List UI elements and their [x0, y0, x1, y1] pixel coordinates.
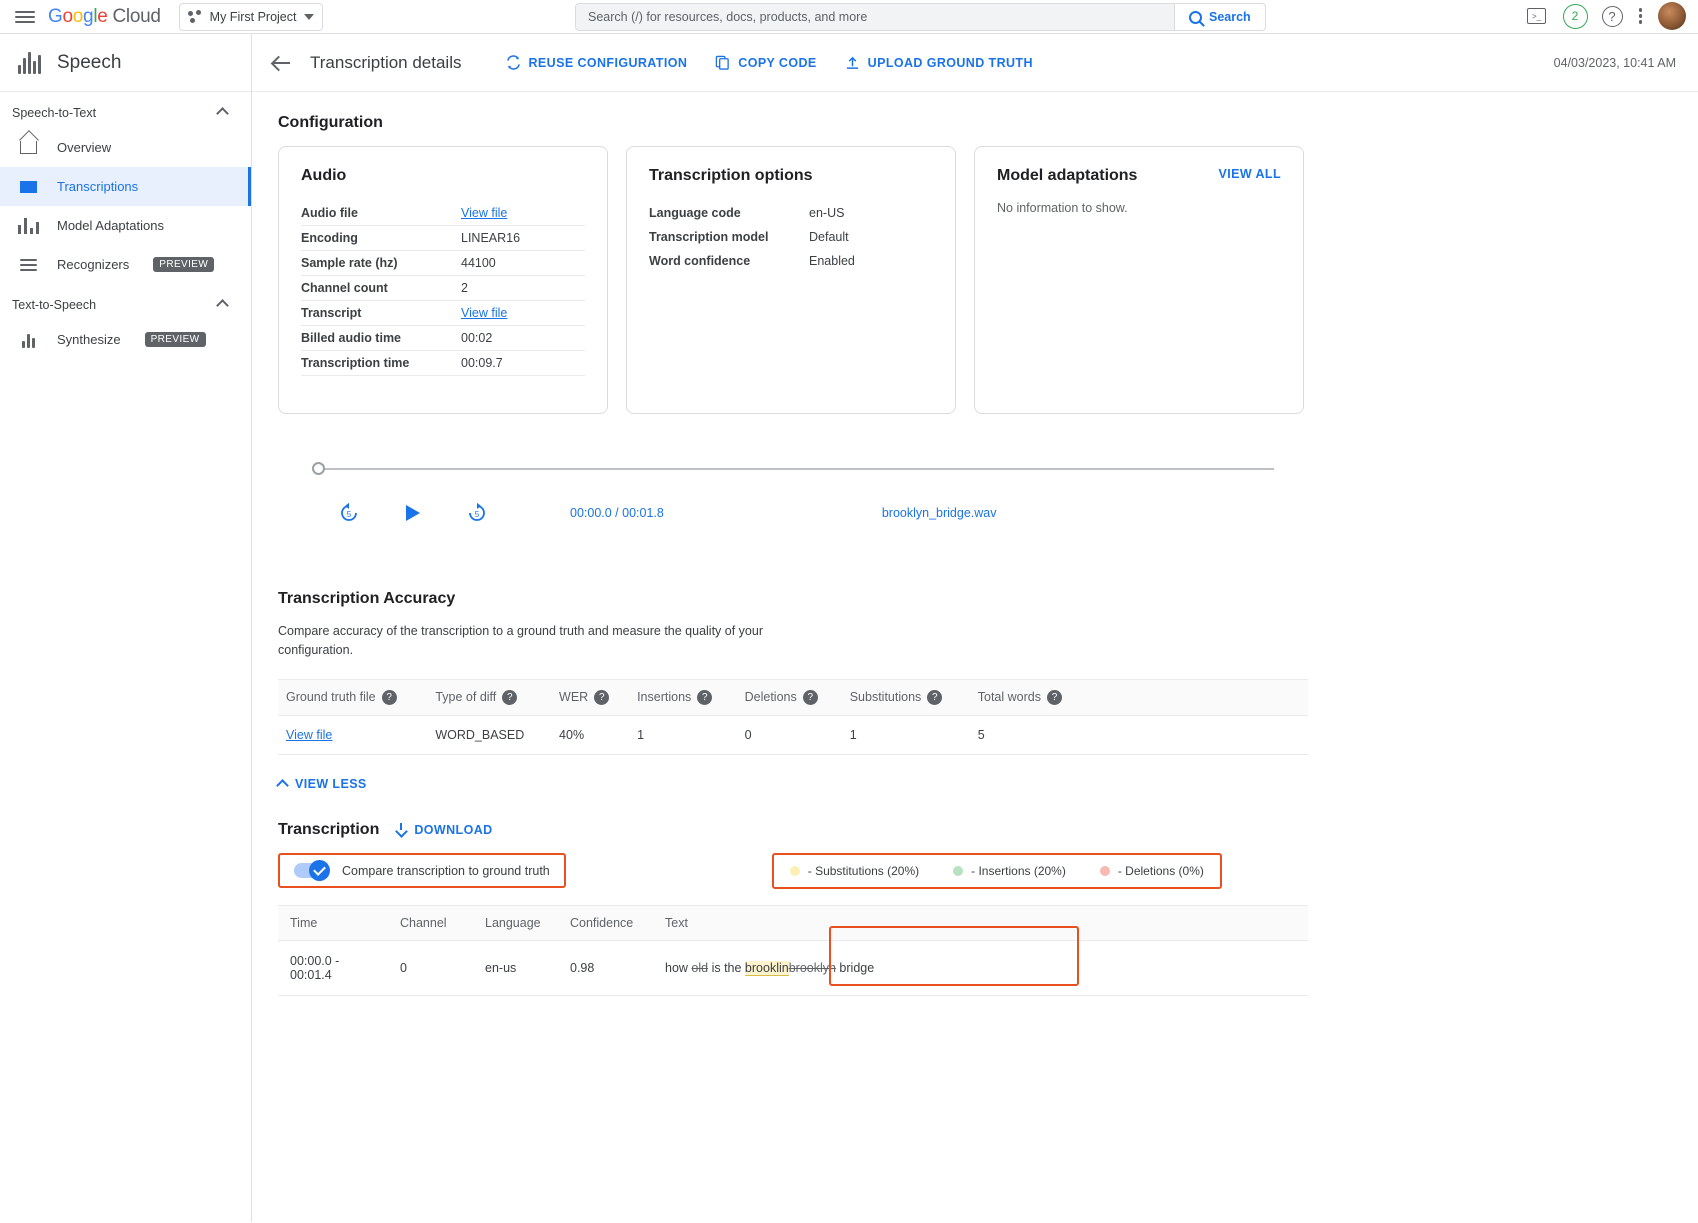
row-key: Transcription time — [301, 351, 461, 376]
help-icon[interactable]: ? — [502, 690, 517, 705]
row-value: en-US — [809, 206, 845, 220]
sidebar-section-text-to-speech[interactable] — [0, 284, 251, 320]
notifications-badge[interactable] — [1563, 4, 1588, 29]
table-row — [301, 326, 585, 351]
top-right-actions — [1525, 2, 1687, 30]
compare-toggle-row — [278, 853, 1672, 889]
model-adaptations-icon — [18, 215, 39, 236]
table-row — [649, 201, 933, 225]
table-row — [278, 715, 1308, 754]
col-label: Ground truth file — [286, 689, 376, 704]
row-key: Transcript — [301, 301, 461, 326]
help-icon[interactable]: ? — [382, 690, 397, 705]
diff-text — [665, 961, 874, 976]
col-total-words — [970, 679, 1088, 715]
col-confidence: Confidence — [558, 905, 653, 940]
sidebar-product-header — [0, 34, 251, 92]
help-icon[interactable]: ? — [927, 690, 942, 705]
col-label: Deletions — [744, 689, 797, 704]
player-progress-slider[interactable] — [308, 462, 1642, 476]
row-value — [461, 301, 585, 326]
row-value: 2 — [461, 276, 585, 301]
col-wer — [551, 679, 629, 715]
rewind-5-icon[interactable] — [336, 500, 362, 526]
legend-item-insertions — [953, 864, 1066, 878]
cell-wer: 40% — [551, 715, 629, 754]
play-icon — [406, 505, 420, 521]
download-label: DOWNLOAD — [414, 822, 493, 837]
sidebar-section-label: Speech-to-Text — [12, 106, 97, 120]
row-key: Encoding — [301, 226, 461, 251]
configuration-cards — [278, 146, 1672, 414]
logo-letter-e: e — [97, 5, 108, 27]
page-header — [252, 34, 1698, 92]
sidebar-item-label: Transcriptions — [57, 179, 139, 194]
page-body — [0, 34, 1698, 1222]
cell-type-of-diff: WORD_BASED — [427, 715, 551, 754]
cell-confidence: 0.98 — [558, 940, 653, 995]
transcription-heading: Transcription — [278, 820, 380, 838]
chevron-up-icon — [216, 107, 229, 120]
transcription-table — [278, 905, 1308, 996]
legend-item-substitutions — [790, 864, 919, 878]
row-value: 44100 — [461, 251, 585, 276]
table-row — [278, 940, 1308, 995]
copy-icon — [715, 55, 730, 70]
recognizers-icon — [18, 254, 39, 275]
forward-5-icon[interactable] — [464, 500, 490, 526]
more-options-icon[interactable] — [1637, 6, 1645, 26]
audio-properties-table — [301, 201, 585, 376]
cell-spacer — [1088, 715, 1308, 754]
logo-letter-o1: o — [62, 5, 73, 27]
col-spacer — [1088, 679, 1308, 715]
row-key: Billed audio time — [301, 326, 461, 351]
ground-truth-view-link[interactable]: View file — [286, 727, 333, 742]
compare-toggle[interactable] — [294, 863, 328, 878]
compare-toggle-highlight — [278, 853, 566, 888]
substitution-word: brooklin — [744, 960, 789, 975]
main-content — [252, 34, 1698, 1222]
help-icon[interactable]: ? — [697, 690, 712, 705]
options-card-title: Transcription options — [649, 167, 813, 184]
menu-icon[interactable] — [12, 4, 38, 30]
chevron-up-icon — [216, 299, 229, 312]
help-icon[interactable]: ? — [594, 690, 609, 705]
project-icon — [188, 10, 202, 24]
speech-waveform-icon — [18, 52, 41, 74]
chevron-down-icon — [304, 14, 314, 20]
search-input[interactable] — [575, 3, 1175, 31]
transcriptions-icon — [18, 176, 39, 197]
accuracy-description: Compare accuracy of the transcription to a ground truth and measure the quality of your configuration. — [278, 624, 763, 658]
sidebar-item-transcriptions[interactable] — [0, 167, 251, 206]
row-value: LINEAR16 — [461, 226, 585, 251]
svg-text:5: 5 — [474, 510, 480, 519]
audio-filename-link[interactable]: brooklyn_bridge.wav — [881, 506, 997, 520]
row-value: Enabled — [809, 254, 855, 268]
sidebar-product-title: Speech — [57, 51, 122, 73]
col-ground-truth-file — [278, 679, 427, 715]
plain-word: is the — [708, 960, 745, 975]
sidebar — [0, 34, 252, 1222]
col-substitutions — [842, 679, 970, 715]
sidebar-item-label: Recognizers — [57, 257, 130, 272]
table-row — [301, 276, 585, 301]
back-arrow-icon[interactable] — [270, 51, 294, 75]
upload-ground-truth-button[interactable] — [845, 55, 1033, 70]
row-key: Word confidence — [649, 254, 751, 268]
adaptations-header — [997, 167, 1281, 201]
adaptations-card-title: Model adaptations — [997, 167, 1138, 184]
action-label: COPY CODE — [738, 55, 817, 70]
col-label: Type of diff — [435, 689, 497, 704]
transcription-header — [278, 821, 1672, 839]
col-type-of-diff — [427, 679, 551, 715]
audio-card — [278, 146, 608, 414]
project-selector[interactable] — [179, 3, 324, 31]
col-label: WER — [559, 689, 589, 704]
plain-word: how — [665, 960, 692, 975]
cell-insertions: 1 — [629, 715, 737, 754]
sidebar-item-label: Overview — [57, 140, 112, 155]
transcription-options-card — [626, 146, 956, 414]
legend-dot-substitutions — [790, 866, 800, 876]
audio-file-view-link[interactable]: View file — [461, 206, 508, 220]
col-language: Language — [473, 905, 558, 940]
legend-label: - Deletions (0%) — [1117, 863, 1204, 878]
row-value: 00:02 — [461, 326, 585, 351]
table-row — [301, 301, 585, 326]
table-row — [649, 225, 933, 249]
audio-player — [278, 462, 1672, 526]
play-button[interactable] — [400, 500, 426, 526]
view-less-button[interactable] — [278, 777, 1672, 791]
player-controls — [278, 500, 1672, 526]
content-scroll-area — [252, 92, 1698, 1221]
row-value: 00:09.7 — [461, 351, 585, 376]
deleted-word: old — [691, 960, 709, 975]
player-time: 00:00.0 / 00:01.8 — [570, 506, 664, 520]
legend-item-deletions — [1100, 864, 1204, 878]
row-value: Default — [809, 230, 849, 244]
row-key: Sample rate (hz) — [301, 251, 461, 276]
top-bar — [0, 0, 1698, 34]
upload-icon — [845, 55, 860, 70]
search-button-label: Search — [1209, 10, 1251, 24]
col-time: Time — [278, 905, 388, 940]
google-cloud-logo[interactable] — [48, 6, 161, 28]
cell-language: en-us — [473, 940, 558, 995]
logo-letter-g2: g — [83, 5, 94, 27]
action-label: REUSE CONFIGURATION — [528, 55, 688, 70]
cloud-shell-button[interactable] — [1525, 4, 1549, 28]
col-label: Substitutions — [849, 689, 922, 704]
synthesize-icon — [18, 329, 39, 350]
table-row — [301, 201, 585, 226]
options-table — [649, 201, 933, 273]
action-label: UPLOAD GROUND TRUTH — [867, 55, 1033, 70]
download-icon — [395, 823, 407, 836]
reuse-icon — [506, 55, 521, 70]
accuracy-table — [278, 679, 1308, 755]
home-icon — [18, 137, 39, 158]
row-value — [461, 201, 585, 226]
plain-word: bridge — [835, 960, 875, 975]
compare-toggle-label: Compare transcription to ground truth — [342, 863, 550, 878]
reuse-configuration-button[interactable] — [506, 55, 688, 70]
help-label: ? — [1608, 8, 1616, 24]
col-text: Text — [653, 905, 1308, 940]
legend-dot-insertions — [953, 866, 963, 876]
table-row — [301, 226, 585, 251]
search-area — [575, 3, 1266, 31]
notification-count: 2 — [1571, 9, 1579, 23]
sidebar-section-label: Text-to-Speech — [12, 298, 97, 312]
search-placeholder: Search (/) for resources, docs, products, and more — [588, 10, 868, 24]
sidebar-item-label: Synthesize — [57, 332, 121, 347]
table-row — [301, 351, 585, 376]
copy-code-button[interactable] — [715, 55, 816, 70]
sidebar-section-speech-to-text[interactable] — [0, 92, 251, 128]
sidebar-item-model-adaptations[interactable] — [0, 206, 251, 245]
deleted-word: brooklyn — [788, 960, 836, 975]
cell-text — [653, 940, 1308, 995]
table-header-row — [278, 905, 1308, 940]
table-row — [649, 249, 933, 273]
row-key: Transcription model — [649, 230, 769, 244]
toggle-knob — [309, 860, 330, 881]
terminal-icon: >_ — [1527, 8, 1546, 24]
preview-badge: PREVIEW — [153, 257, 214, 272]
transcript-view-link[interactable]: View file — [461, 306, 508, 320]
audio-card-title: Audio — [301, 167, 347, 184]
view-less-label: VIEW LESS — [295, 776, 367, 791]
logo-letter-g: G — [48, 5, 63, 27]
avatar[interactable] — [1658, 2, 1686, 30]
legend-label: - Insertions (20%) — [971, 863, 1066, 878]
progress-rail — [320, 468, 1274, 470]
adaptations-empty-text: No information to show. — [997, 201, 1128, 215]
svg-text:5: 5 — [346, 510, 352, 519]
sidebar-item-recognizers[interactable] — [0, 245, 251, 284]
table-header-row — [278, 679, 1308, 715]
search-icon — [1189, 11, 1202, 24]
diff-legend — [772, 853, 1222, 889]
sidebar-item-label: Model Adaptations — [57, 218, 164, 233]
configuration-heading: Configuration — [278, 114, 383, 131]
row-key: Audio file — [301, 201, 461, 226]
transcription-section — [278, 821, 1672, 996]
col-insertions — [629, 679, 737, 715]
cell-substitutions: 1 — [842, 715, 970, 754]
logo-cloud-text: Cloud — [112, 5, 161, 27]
forward-5-icon — [465, 501, 489, 525]
view-all-button[interactable]: VIEW ALL — [1218, 167, 1281, 181]
model-adaptations-card — [974, 146, 1304, 414]
transcription-accuracy-section — [278, 590, 1672, 791]
row-key: Language code — [649, 206, 741, 220]
cell-ground-truth-file — [278, 715, 427, 754]
table-row — [301, 251, 585, 276]
logo-letter-l: l — [93, 5, 98, 27]
cell-deletions: 0 — [737, 715, 842, 754]
col-deletions — [737, 679, 842, 715]
page-timestamp: 04/03/2023, 10:41 AM — [1553, 55, 1676, 70]
col-label: Total words — [977, 689, 1041, 704]
help-icon[interactable]: ? — [1047, 690, 1062, 705]
cell-channel: 0 — [388, 940, 473, 995]
legend-label: - Substitutions (20%) — [807, 863, 920, 878]
sidebar-item-synthesize[interactable] — [0, 320, 251, 359]
cell-time: 00:00.0 - 00:01.4 — [278, 940, 388, 995]
preview-badge: PREVIEW — [145, 332, 206, 347]
search-button[interactable] — [1175, 3, 1266, 31]
sidebar-item-overview[interactable] — [0, 128, 251, 167]
help-icon[interactable] — [1602, 6, 1623, 27]
legend-dot-deletions — [1100, 866, 1110, 876]
col-label: Insertions — [637, 689, 692, 704]
page-title: Transcription details — [310, 52, 462, 72]
cell-total-words: 5 — [970, 715, 1088, 754]
project-name: My First Project — [209, 9, 297, 24]
replay-5-icon — [337, 501, 361, 525]
logo-letter-o2: o — [72, 5, 84, 27]
chevron-up-icon — [276, 779, 289, 792]
progress-knob[interactable] — [312, 462, 325, 475]
accuracy-heading: Transcription Accuracy — [278, 590, 456, 607]
col-channel: Channel — [388, 905, 473, 940]
download-button[interactable] — [395, 823, 492, 837]
row-key: Channel count — [301, 276, 461, 301]
help-icon[interactable]: ? — [803, 690, 818, 705]
